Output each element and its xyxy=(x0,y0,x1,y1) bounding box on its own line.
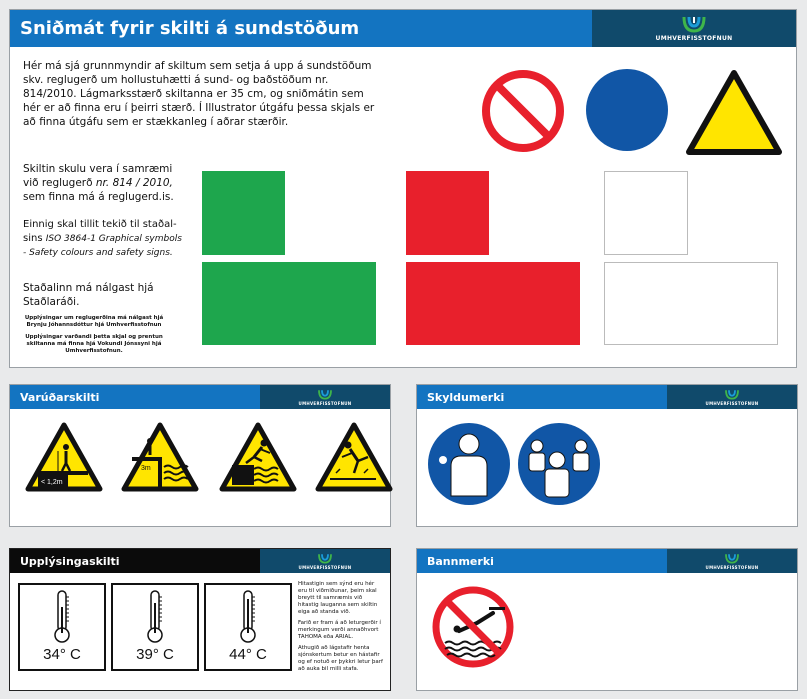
standards-council-paragraph: Staðalinn má nálgast hjá Staðlaráði. xyxy=(23,282,154,308)
brand-logo xyxy=(592,10,796,47)
regulation-paragraph: Skiltin skulu vera í samræmi við reglugerð nr. 814 / 2010, sem finna má á reglugerd.is. xyxy=(23,163,174,203)
shower-before-swim-icon xyxy=(427,422,511,506)
svg-text:< 1,2m: < 1,2m xyxy=(41,479,63,486)
brand-logo: UMHVERFISSTOFNUN xyxy=(667,549,797,573)
mandatory-signs-panel xyxy=(416,384,798,527)
information-panel-title: Upplýsingaskilti xyxy=(10,549,260,573)
information-notes: Hitastigin sem sýnd eru hér eru til viðmiðunar, þeim skal breytt til samræmis við hitastig lauganna sem skiltin eiga að standa við. Farið er fram á að leturgerðir í merkingum verði annaðhvort TAHOMA eða ARIAL. Athugið að lágstafir henta sjónskertum betur en hástafir og ef notuð er þykkri letur þarf að auka bil milli stafa. xyxy=(298,581,383,672)
temperature-sign-3 xyxy=(204,583,292,671)
prohibition-sign-template-icon xyxy=(480,68,566,154)
shallow-water-warning-icon xyxy=(24,421,104,493)
fall-into-water-warning-icon xyxy=(218,421,298,493)
standard-paragraph: Einnig skal tillit tekið til staðal-sins ISO 3864-1 Graphical symbols - Safety colours and safety signs. xyxy=(23,219,182,258)
warning-signs-panel xyxy=(9,384,391,527)
prohibition-panel-title: Bannmerki xyxy=(417,549,667,573)
temperature-sign-1 xyxy=(18,583,106,671)
umhverfisstofnun-logo-icon xyxy=(316,389,334,401)
green-rect-large xyxy=(202,262,376,345)
red-square-small xyxy=(406,171,489,255)
warning-sign-template-icon xyxy=(684,68,784,156)
deep-water-warning-icon xyxy=(120,421,200,493)
temperature-sign-2 xyxy=(111,583,199,671)
temperature-value: 34° C xyxy=(43,646,81,663)
information-signs-panel xyxy=(9,548,391,691)
no-diving-icon xyxy=(431,585,515,669)
umhverfisstofnun-logo-icon xyxy=(723,553,741,565)
warning-panel-title: Varúðarskilti xyxy=(10,385,260,409)
slippery-floor-warning-icon xyxy=(314,421,394,493)
brand-logo: UMHVERFISSTOFNUN xyxy=(260,385,390,409)
small-note-1: Upplýsingar um reglugerðina má nálgast hjá Brynju Jóhannsdóttur hjá Umhverfisstofnun xyxy=(24,315,164,328)
green-square-small xyxy=(202,171,285,255)
white-rect-large xyxy=(604,262,778,345)
main-panel xyxy=(9,9,797,368)
temperature-value: 39° C xyxy=(136,646,174,663)
red-rect-large xyxy=(406,262,580,345)
small-note-2: Upplýsingar varðandi þetta skjal og prentun skiltanna má finna hjá Vokundi Jónssyni hjá Umhverfisstofnun. xyxy=(25,334,163,354)
children-supervision-icon xyxy=(517,422,601,506)
mandatory-sign-template-icon xyxy=(585,68,669,152)
main-title: Sniðmát fyrir skilti á sundstöðum xyxy=(10,10,592,47)
umhverfisstofnun-logo-icon xyxy=(316,553,334,565)
prohibition-signs-panel xyxy=(416,548,798,691)
umhverfisstofnun-logo-icon xyxy=(680,15,708,35)
temperature-value: 44° C xyxy=(229,646,267,663)
mandatory-panel-title: Skyldumerki xyxy=(417,385,667,409)
brand-logo: UMHVERFISSTOFNUN xyxy=(667,385,797,409)
umhverfisstofnun-logo-icon xyxy=(723,389,741,401)
svg-text:> 3m: > 3m xyxy=(135,465,151,472)
white-square-small xyxy=(604,171,688,255)
intro-text: Hér má sjá grunnmyndir af skiltum sem setja á upp á sundstöðum skv. reglugerð um hollustuhætti á sund- og baðstöðum nr. 814/2010. Lágmarksstærð skiltanna er 35 cm, og sniðmátin sem hér er að finna eru í þeirri stærð. Í Illustrator útgáfu þessa skjals er að finna útgáfu sem er stækkanleg í aðrar stærðir. xyxy=(23,60,375,128)
brand-text: UMHVERFISSTOFNUN xyxy=(655,35,733,42)
brand-logo: UMHVERFISSTOFNUN xyxy=(260,549,390,573)
main-header xyxy=(10,10,796,47)
